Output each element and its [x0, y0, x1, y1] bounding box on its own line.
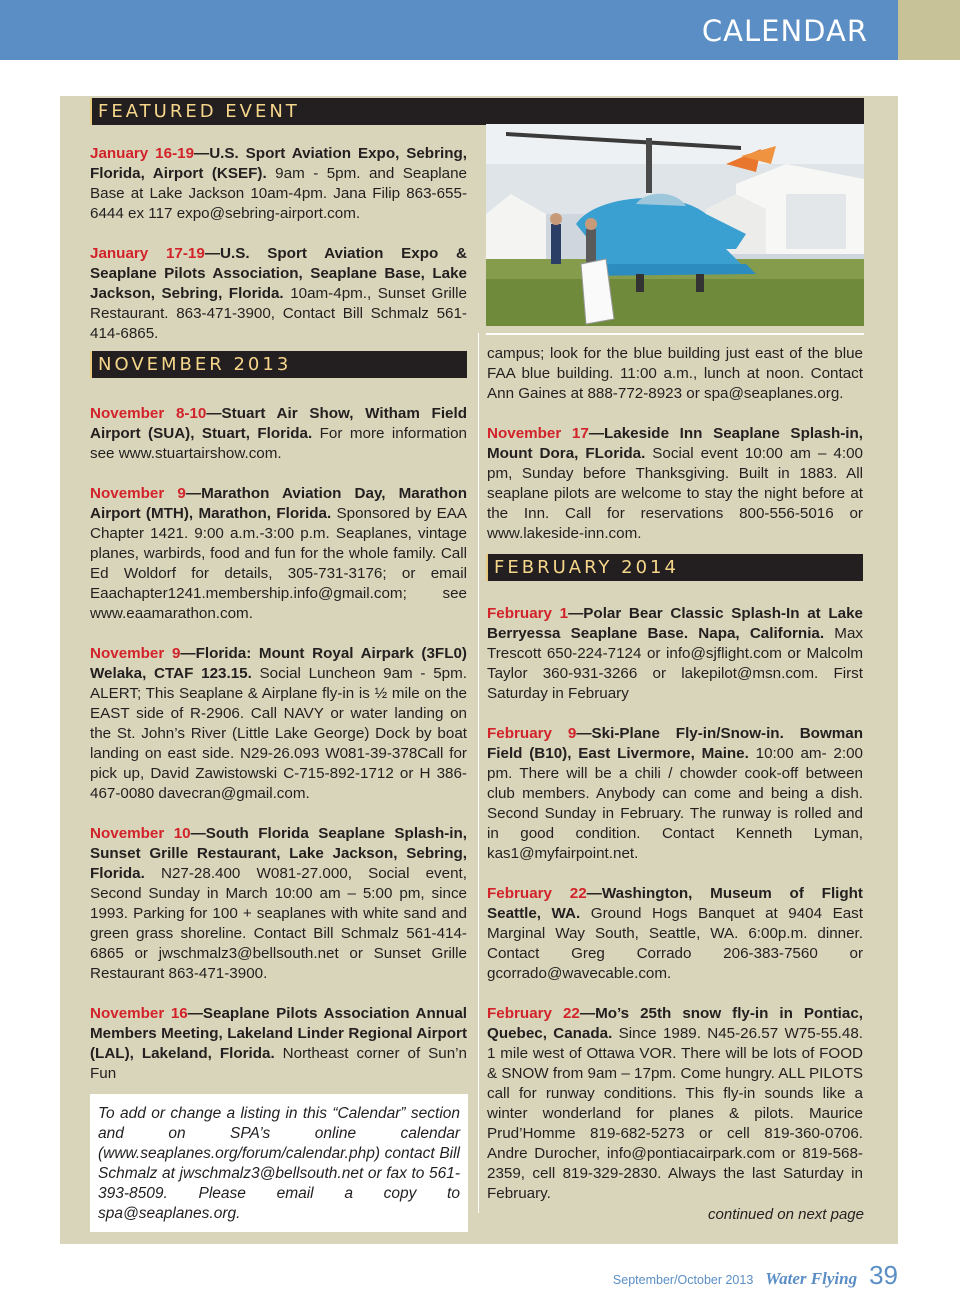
february-heading: FEBRUARY 2014: [486, 554, 863, 581]
february-event-item: February 22—Mo’s 25th snow fly-in in Pontiac, Quebec, Canada. Since 1989. N45-26.57 W75-55.48. 1 mile west of Ottawa VOR. There will be lots of FOOD & SNOW from 9am – 17pm. Come hungry. ALL PILOTS call for runway conditions. This fly-in sounds like a winter wonderland for planes & pilots. Maurice Prud’Homme 819-682-5273 or cell 819-360-0706. Andre Durocher, info@pontiacairpark.com or 819-568-2359, cell 819-329-2830. Always the last Saturday in February.: [487, 1005, 864, 1202]
header-bar: [0, 0, 898, 60]
seaplane-photo: [486, 124, 864, 326]
continuation-text: campus; look for the blue building just east of the blue FAA blue building. 11:00 a.m., lunch at noon. Contact Ann Gaines at 888-772-8923 or spa@seaplanes.org.: [487, 345, 863, 402]
page-number: 39: [869, 1260, 898, 1290]
featured-event-item: January 17-19—U.S. Sport Aviation Expo & Seaplane Pilots Association, Seaplane Base, Lake Jackson, Sebring, Florida. 10am-4pm., Sunset Grille Restaurant. 863-471-3900, Contact Bill Schmalz 561-414-6865.: [90, 245, 467, 342]
november-event-item: November 8-10—Stuart Air Show, Witham Field Airport (SUA), Stuart, Florida. For more information see www.stuartairshow.com.: [90, 405, 468, 462]
featured-event-item: January 16-19—U.S. Sport Aviation Expo, Sebring, Florida, Airport (KSEF). 9am - 5pm. and Seaplane Base at Lake Jackson 10am-4pm. Jana Filip 863-655-6444 ex 117 expo@sebring-airport.com.: [90, 145, 467, 222]
february-event-item: February 1—Polar Bear Classic Splash-In at Lake Berryessa Seaplane Base. Napa, California. Max Trescott 650-224-7124 or info@sjflight.com or Malcolm Taylor 360-931-3266 or lakepilot@msn.com. First Saturday in February: [487, 605, 863, 702]
page-title: CALENDAR: [701, 14, 868, 48]
column-divider: [478, 333, 479, 1213]
november-event-item: November 17—Lakeside Inn Seaplane Splash-in, Mount Dora, FLorida. Social event 10:00 am – 4:00 pm, Sunday before Thanksgiving. Built in 1883. All seaplane pilots are welcome to stay the night before at the Inn. Call for reservations 800-556-5016 or www.lakeside-inn.com.: [487, 425, 864, 542]
november-events: [90, 404, 467, 1104]
page-footer: [613, 1260, 898, 1290]
november-event-item: November 10—South Florida Seaplane Splash-in, Sunset Grille Restaurant, Lake Jackson, Sebring, Florida. N27-28.400 W081-27.000, Social event, Second Sunday in March 10:00 am – 5:00 pm, since 1993. Parking for 100 + seaplanes with white sand and green grass shoreline. Contact Bill Schmalz 561-414-6865 or jwschmalz3@bellsouth.net or Sunset Grille Restaurant 863-471-3900.: [90, 825, 467, 982]
november-event-item: November 9—Florida: Mount Royal Airpark (3FL0) Welaka, CTAF 123.15. Social Luncheon 9am - 5pm. ALERT; This Seaplane & Airplane fly-in is ½ mile on the EAST side of R-2906. Call NAVY or water landing on the St. John’s River (Little Lake George) Dock by boat landing on east side. N29-26.093 W081-39-378Call for pick up, David Zawistowski C-715-892-1712 or H 386-467-0080 davecran@gmail.com.: [90, 645, 467, 802]
issue-date: September/October 2013: [612, 1273, 754, 1287]
featured-event-heading: FEATURED EVENT: [90, 98, 864, 125]
magazine-name: Water Flying: [765, 1269, 858, 1288]
february-events: [487, 604, 863, 1224]
november-event-item: November 16—Seaplane Pilots Association Annual Members Meeting, Lakeland Linder Regional Airport (LAL), Lakeland, Florida. Northeast corner of Sun’n Fun: [90, 1005, 467, 1082]
featured-events: [90, 144, 467, 364]
february-event-item: February 22—Washington, Museum of Flight Seattle, WA. Ground Hogs Banquet at 9404 East Marginal Way South, Seattle, WA. 6:00p.m. dinner. Contact Greg Corrado 206-383-7560 or gcorrado@wavecable.com.: [487, 885, 863, 982]
header-accent: [898, 0, 960, 60]
photo-divider: [486, 333, 864, 335]
november-event-item: November 9—Marathon Aviation Day, Marathon Airport (MTH), Marathon, Florida. Sponsored by EAA Chapter 1421. 9:00 a.m.-3:00 p.m. Seaplanes, vintage planes, warbirds, food and fun for the whole family. Call Ed Woldorf for details, 305-731-3176; or email Eaachapter1241.membership.info@gmail.com; see www.eaamarathon.com.: [90, 485, 467, 622]
november-heading: NOVEMBER 2013: [90, 351, 467, 378]
right-column-events: [487, 344, 863, 564]
february-event-item: February 9—Ski-Plane Fly-in/Snow-in. Bowman Field (B10), East Livermore, Maine. 10:00 am- 2:00 pm. There will be a chili / chowder cook-off between club members. Anybody can come and being a dish. Second Sunday in February. The runway is rolled and in good condition. Contact Kenneth Lyman, kas1@myfairpoint.net.: [487, 725, 863, 862]
continued-note: continued on next page: [708, 1206, 864, 1223]
listing-note: To add or change a listing in this “Calendar” section and on SPA’s online calendar (www.seaplanes.org/forum/calendar.php) contact Bill Schmalz at jwschmalz3@bellsouth.net or fax to 561-393-8509. Please email a copy to spa@seaplanes.org.: [90, 1094, 468, 1232]
seaplane-photo-icon: [486, 124, 864, 326]
